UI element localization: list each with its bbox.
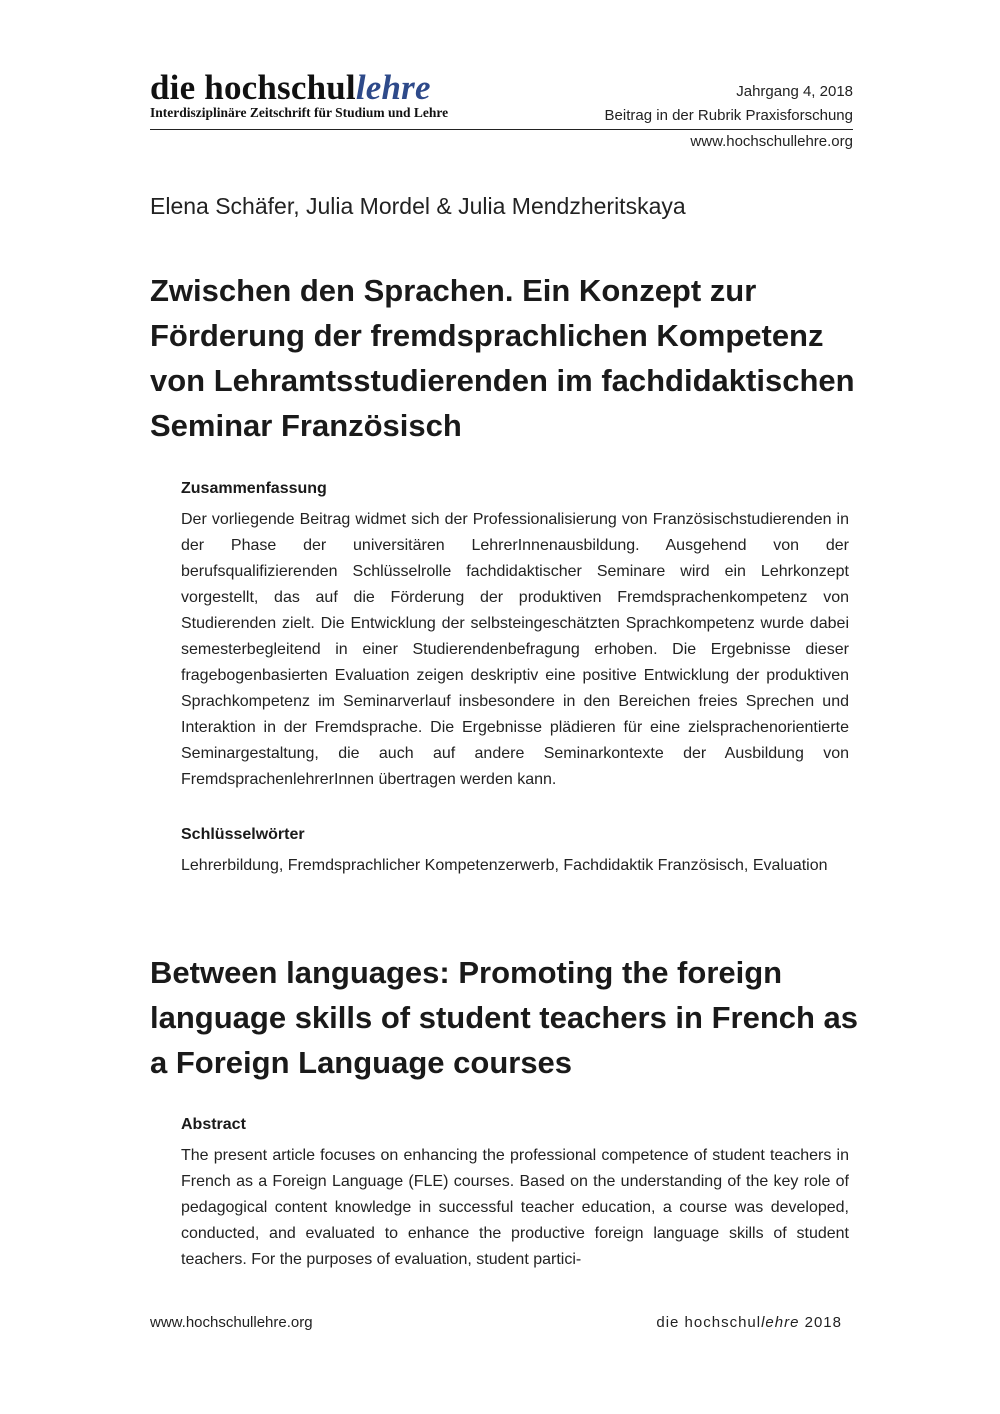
footer-url: www.hochschullehre.org — [150, 1314, 313, 1331]
journal-name-main: die hochschul — [150, 68, 356, 107]
authors: Elena Schäfer, Julia Mordel & Julia Mendzheritskaya — [150, 193, 686, 219]
header-url: www.hochschullehre.org — [690, 133, 853, 150]
abstract-text: The present article focuses on enhancing the professional competence of student teachers in French as a Foreign Language (FLE) courses. Based on the understanding of the key role of pedagogical content knowledge in successful teacher education, a course was developed, conducted, and evaluated to enhance the productive foreign language skills of student teachers. For the purposes of evaluation, student partici- — [181, 1147, 849, 1268]
footer-journal-main: die hochschul — [656, 1314, 762, 1331]
footer-journal-accent: lehre — [761, 1314, 800, 1331]
abstract-heading: Abstract — [181, 1116, 246, 1133]
keywords-text: Lehrerbildung, Fremdsprachlicher Kompetenzerwerb, Fachdidaktik Französisch, Evaluation — [181, 857, 828, 874]
article-title-de: Zwischen den Sprachen. Ein Konzept zur Förderung der fremdsprachlichen Kompetenz von Lehramtsstudierenden im fachdidaktischen Seminar Französisch — [150, 273, 855, 443]
journal-name-accent: lehre — [355, 68, 431, 107]
journal-subtitle: Interdisziplinäre Zeitschrift für Studium und Lehre — [150, 105, 449, 120]
header-divider — [150, 129, 853, 130]
abstract-section — [181, 1116, 849, 1273]
zusammenfassung-text: Der vorliegende Beitrag widmet sich der Professionalisierung von Französischstudierenden in der Phase der universitären LehrerInnenausbildung. Ausgehend von der berufsqualifizierenden Schlüsselrolle fachdidaktischer Seminare wird ein Lehrkonzept vorgestellt, das auf die Förderung der produktiven Fremdsprachenkompetenz von Studierenden zielt. Die Entwicklung der selbsteingeschätzten Sprachkompetenz wurde dabei semesterbegleitend in einer Studierendenbefragung erhoben. Die Ergebnisse dieser fragebogenbasierten Evaluation zeigen deskriptiv eine positive Entwicklung der produktiven Sprachkompetenz im Seminarverlauf insbesondere in den Bereichen freies Sprechen und Interaktion in der Fremdsprache. Die Ergebnisse plädieren für eine zielsprachenorientierte Seminargestaltung, die auch auf andere Seminarkontexte der Ausbildung von FremdsprachenlehrerInnen übertragen werden kann. — [181, 511, 849, 788]
zusammenfassung-heading: Zusammenfassung — [181, 480, 327, 497]
keywords-section — [181, 826, 849, 879]
footer-year: 2018 — [804, 1314, 842, 1331]
journal-logo — [150, 70, 448, 106]
keywords-heading: Schlüsselwörter — [181, 826, 305, 843]
article-title-en: Between languages: Promoting the foreign language skills of student teachers in French as a Foreign Language courses — [150, 955, 859, 1080]
header-meta — [605, 80, 853, 128]
footer-journal — [656, 1314, 842, 1331]
volume-info: Jahrgang 4, 2018 — [736, 83, 853, 100]
zusammenfassung-section — [181, 480, 849, 793]
journal-masthead — [150, 70, 448, 121]
rubric-info: Beitrag in der Rubrik Praxisforschung — [604, 107, 853, 124]
